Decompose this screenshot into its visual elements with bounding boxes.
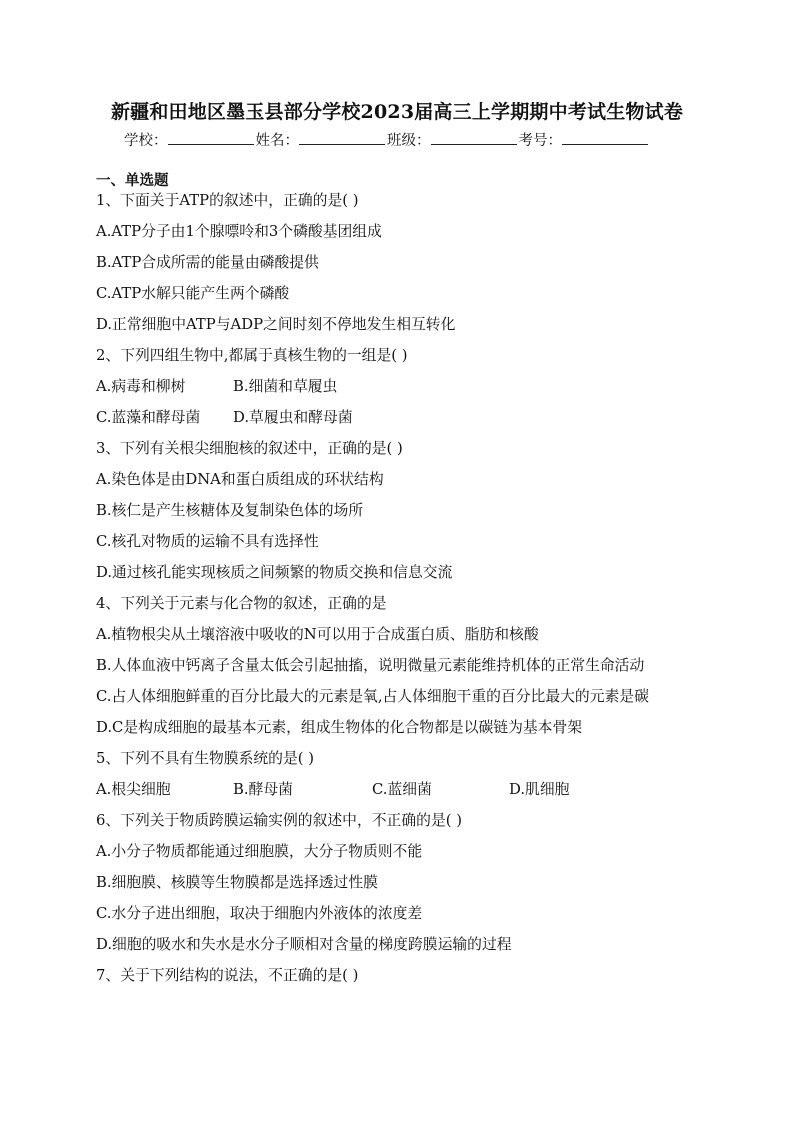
number-blank[interactable] bbox=[562, 128, 648, 145]
question-1-stem: 1、下面关于ATP的叙述中，正确的是( ) bbox=[96, 192, 359, 209]
number-label: 考号： bbox=[518, 133, 562, 149]
question-5-option-c: C.蓝细菌 bbox=[372, 781, 432, 798]
section-heading: 一、单选题 bbox=[96, 173, 169, 189]
question-4-option-c: C.占人体细胞鲜重的百分比最大的元素是氧,占人体细胞干重的百分比最大的元素是碳 bbox=[96, 688, 649, 705]
question-6-option-b: B.细胞膜、核膜等生物膜都是选择透过性膜 bbox=[96, 874, 378, 891]
question-4-option-d: D.C是构成细胞的最基本元素，组成生物体的化合物都是以碳链为基本骨架 bbox=[96, 719, 583, 736]
question-1-option-a: A.ATP分子由1个腺嘌呤和3个磷酸基团组成 bbox=[96, 223, 382, 240]
question-3-option-c: C.核孔对物质的运输不具有选择性 bbox=[96, 533, 319, 550]
question-6-option-a: A.小分子物质都能通过细胞膜，大分子物质则不能 bbox=[96, 843, 423, 860]
question-2-option-b: B.细菌和草履虫 bbox=[233, 378, 338, 395]
exam-title: 新疆和田地区墨玉县部分学校2023届高三上学期期中考试生物试卷 bbox=[110, 101, 684, 123]
name-blank[interactable] bbox=[299, 128, 385, 145]
question-1-option-d: D.正常细胞中ATP与ADP之间时刻不停地发生相互转化 bbox=[96, 316, 456, 333]
question-3-stem: 3、下列有关根尖细胞核的叙述中，正确的是( ) bbox=[96, 440, 403, 457]
question-6-option-c: C.水分子进出细胞，取决于细胞内外液体的浓度差 bbox=[96, 905, 423, 922]
question-5-option-a: A.根尖细胞 bbox=[96, 781, 171, 798]
name-label: 姓名： bbox=[255, 133, 299, 149]
question-7-stem: 7、关于下列结构的说法，不正确的是( ) bbox=[96, 967, 359, 984]
question-6-option-d: D.细胞的吸水和失水是水分子顺相对含量的梯度跨膜运输的过程 bbox=[96, 936, 512, 953]
question-5-stem: 5、下列不具有生物膜系统的是( ) bbox=[96, 750, 315, 767]
question-2-stem: 2、下列四组生物中,都属于真核生物的一组是( ) bbox=[96, 347, 408, 364]
class-label: 班级： bbox=[387, 133, 431, 149]
question-3-option-b: B.核仁是产生核糖体及复制染色体的场所 bbox=[96, 502, 364, 519]
question-4-option-b: B.人体血液中钙离子含量太低会引起抽搐，说明微量元素能维持机体的正常生命活动 bbox=[96, 657, 645, 674]
class-blank[interactable] bbox=[431, 128, 517, 145]
question-2-option-d: D.草履虫和酵母菌 bbox=[233, 409, 353, 426]
question-3-option-a: A.染色体是由DNA和蛋白质组成的环状结构 bbox=[96, 471, 384, 488]
question-2-option-c: C.蓝藻和酵母菌 bbox=[96, 409, 201, 426]
question-5-option-b: B.酵母菌 bbox=[233, 781, 293, 798]
student-info-row bbox=[124, 128, 684, 150]
question-6-stem: 6、下列关于物质跨膜运输实例的叙述中，不正确的是( ) bbox=[96, 812, 462, 829]
school-label: 学校： bbox=[124, 133, 168, 149]
question-1-option-b: B.ATP合成所需的能量由磷酸提供 bbox=[96, 254, 319, 271]
question-3-option-d: D.通过核孔能实现核质之间频繁的物质交换和信息交流 bbox=[96, 564, 453, 581]
question-4-option-a: A.植物根尖从土壤溶液中吸收的N可以用于合成蛋白质、脂肪和核酸 bbox=[96, 626, 539, 643]
question-1-option-c: C.ATP水解只能产生两个磷酸 bbox=[96, 285, 290, 302]
question-5-option-d: D.肌细胞 bbox=[509, 781, 570, 798]
school-blank[interactable] bbox=[168, 128, 254, 145]
question-4-stem: 4、下列关于元素与化合物的叙述，正确的是 bbox=[96, 595, 387, 612]
question-2-option-a: A.病毒和柳树 bbox=[96, 378, 186, 395]
